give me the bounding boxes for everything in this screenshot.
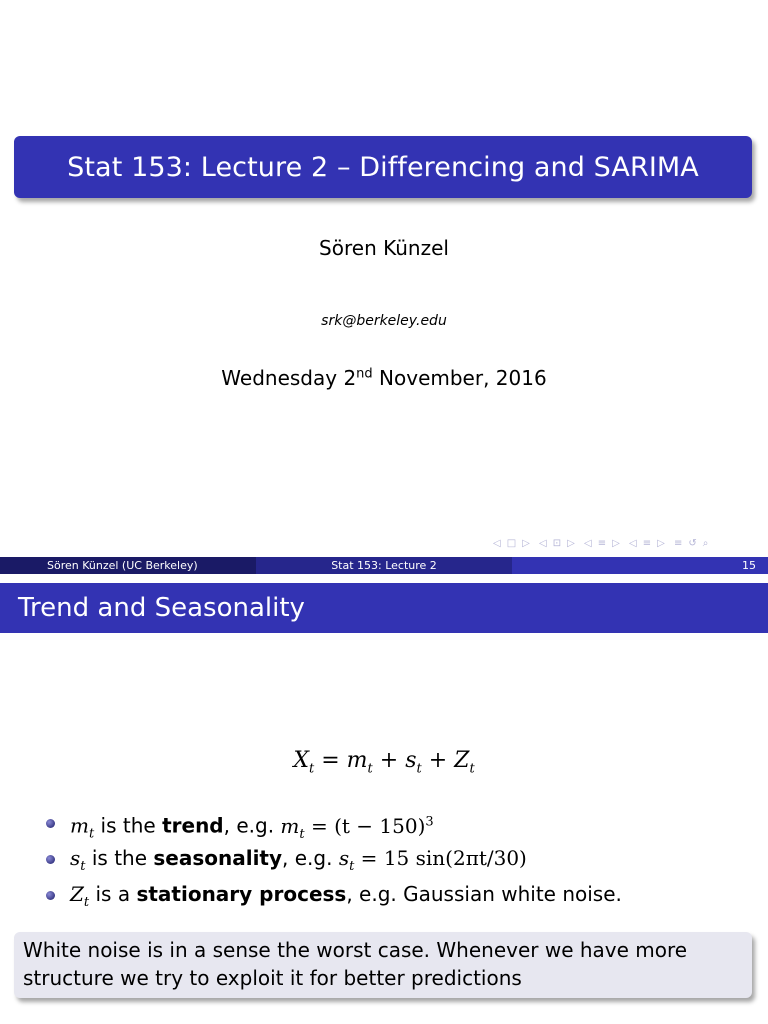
bullet-list xyxy=(46,804,746,912)
nav-slide-icon[interactable]: □ xyxy=(506,538,517,549)
nav-prev-section-icon[interactable]: ◁ xyxy=(629,538,637,549)
footer-date-page xyxy=(512,557,768,574)
nav-next-subsection-icon[interactable]: ▷ xyxy=(612,538,620,549)
page-number: 15 xyxy=(742,559,756,572)
lecture-date xyxy=(0,366,768,390)
frame-title: Trend and Seasonality xyxy=(18,593,305,623)
nav-next-section-icon[interactable]: ▷ xyxy=(657,538,665,549)
model-equation: $X_t = m_t + s_t + Z_t$ xyxy=(293,748,475,777)
date-ordinal: nd xyxy=(356,366,373,382)
list-item: $s_t$ is the seasonality, e.g. $s_t = 15$ sin(2πt/30) xyxy=(46,840,746,876)
nav-prev-frame-icon[interactable]: ◁ xyxy=(539,538,547,549)
nav-section-icon[interactable]: ≡ xyxy=(642,538,652,549)
nav-search-icon[interactable]: ⌕ xyxy=(702,538,709,549)
list-item: $m_t$ is the trend, e.g. $m_t = (t - 150)^3$ xyxy=(46,804,746,840)
nav-back-icon[interactable]: ↺ xyxy=(688,538,697,549)
slide-title-box xyxy=(14,136,752,198)
nav-prev-subsection-icon[interactable]: ◁ xyxy=(584,538,592,549)
nav-frame-icon[interactable]: ⊡ xyxy=(552,538,562,549)
note-block xyxy=(14,932,752,998)
nav-next-slide-icon[interactable]: ▷ xyxy=(522,538,530,549)
nav-document-icon[interactable]: ≡ xyxy=(674,538,683,549)
nav-next-frame-icon[interactable]: ▷ xyxy=(567,538,575,549)
bullet-icon xyxy=(46,819,55,828)
bullet-icon xyxy=(46,891,55,900)
note-block-text: White noise is in a sense the worst case. Whenever we have more structure we try to exploit it for better predictions xyxy=(23,938,688,990)
list-item: $Z_t$ is a stationary process, e.g. Gaussian white noise. xyxy=(46,876,746,912)
date-weekday: Wednesday 2 xyxy=(221,366,357,390)
footer-author xyxy=(0,557,256,574)
author-name: Sören Künzel xyxy=(319,236,449,260)
bullet-icon xyxy=(46,855,55,864)
frame-title-bar xyxy=(0,583,768,633)
nav-prev-slide-icon[interactable]: ◁ xyxy=(493,538,501,549)
footer-title xyxy=(256,557,512,574)
footer-title-text: Stat 153: Lecture 2 xyxy=(331,559,437,572)
author-email: srk@berkeley.edu xyxy=(321,313,447,329)
nav-subsection-icon[interactable]: ≡ xyxy=(597,538,607,549)
beamer-navigation-symbols[interactable] xyxy=(493,538,714,549)
footer-author-text: Sören Künzel (UC Berkeley) xyxy=(47,559,198,572)
slide-title: Stat 153: Lecture 2 – Differencing and SARIMA xyxy=(67,151,699,183)
date-rest: November, 2016 xyxy=(372,366,547,390)
